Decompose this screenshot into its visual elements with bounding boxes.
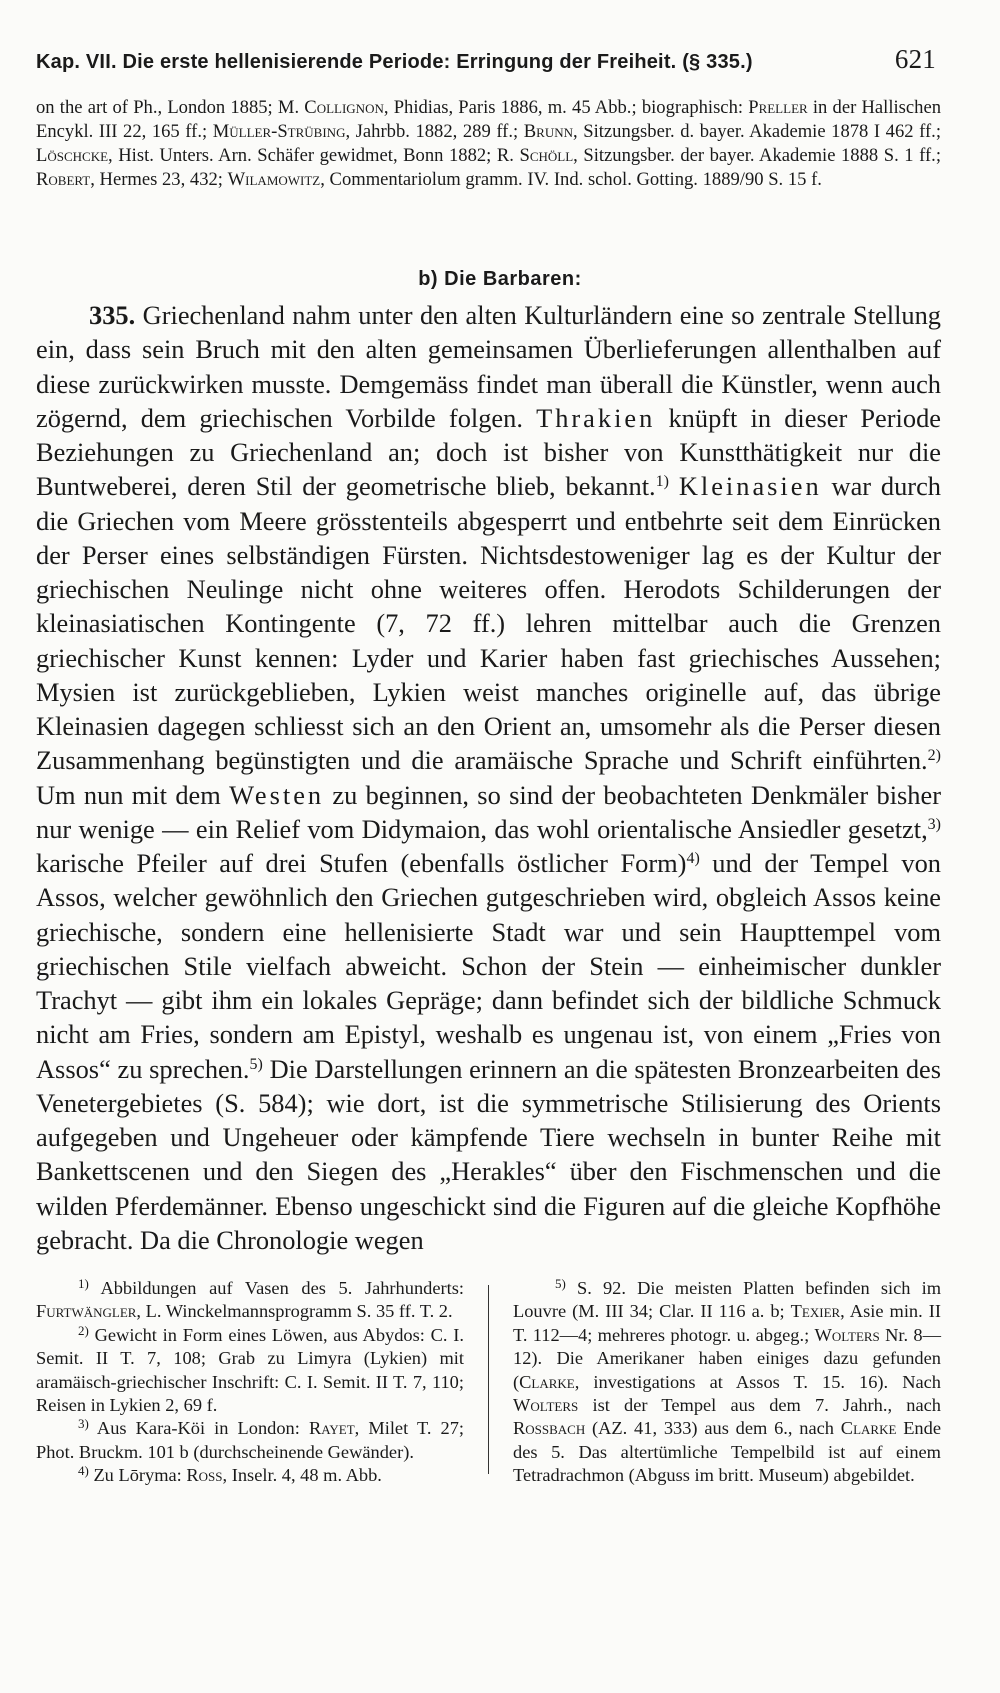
footnote-mark: 4) bbox=[78, 1463, 89, 1479]
column-divider bbox=[488, 1285, 489, 1474]
emphasized-term: Thrakien bbox=[536, 402, 656, 433]
section-heading: b) Die Barbaren: bbox=[418, 268, 582, 290]
paragraph-335 bbox=[36, 298, 941, 1257]
footnote-3 bbox=[36, 1417, 464, 1464]
footnote-text: Nr. 8—12). Die Amerikaner haben einiges dazu gefunden ( bbox=[513, 1324, 941, 1392]
body-text-run: knüpft in dieser Periode Beziehungen zu Griechenland an; doch ist bisher von Kunstthätigkeit nur die Buntweberei, deren Stil der geometrische blieb, bekannt. bbox=[36, 402, 941, 502]
body-text-run: zu beginnen, so sind der beobachteten Denkmäler bisher nur wenige — ein Relief vom Didymaion, das wohl orientalische Ansiedler gesetzt, bbox=[36, 779, 941, 844]
author-name: Rayet, bbox=[308, 1418, 360, 1439]
bib-text: Hermes 23, 432; bbox=[94, 169, 228, 191]
footnote-text: L. Winckelmannsprogramm S. 35 ff. T. 2. bbox=[141, 1301, 453, 1322]
footnote-text: Gewicht in Form eines Löwen, aus Abydos: C. I. Semit. II T. 7, 108; Grab zu Limyra (Lykien) mit aramäisch-griechischer Inschrift: C. I. Semit. II T. 7, 110; Reisen in Lykien 2, 69 f. bbox=[36, 1324, 464, 1416]
author-name: Wilamowitz, bbox=[227, 169, 325, 191]
footnote-text: S. 92. Die meisten Platten befinden sich im Louvre (M. III 34; Clar. II 116 a. b; bbox=[513, 1278, 941, 1322]
bib-text: Phidias, Paris 1886, m. 45 Abb.; biographisch: bbox=[388, 97, 749, 118]
footnote-4 bbox=[36, 1464, 464, 1487]
body-text-run: und der Tempel von Assos, welcher gewöhnlich den Griechen gutgeschrieben wird, obgleich Assos keine griechische, sondern eine hellenisierte Stadt war und sein Haupttempel vom griechischen Stile vielfach abweicht. Schon der Stein — einheimischer dunkler Trachyt — gibt ihm ein lokales Gepräge; dann befindet sich der bildliche Schmuck nicht am Fries, sondern am Epistyl, weshalb es ungenau ist, von einem „Fries von Assos“ zu sprechen. bbox=[36, 848, 941, 1084]
author-name: Müller-Strübing, bbox=[212, 121, 351, 143]
author-name: Robert, bbox=[36, 169, 95, 191]
emphasized-term: Kleinasien bbox=[678, 471, 822, 502]
footnotes bbox=[36, 1277, 941, 1488]
footnote-text: Aus Kara-Köi in London: bbox=[88, 1418, 309, 1439]
footnote-text: Inselr. 4, 48 m. Abb. bbox=[227, 1465, 382, 1486]
page-number: 621 bbox=[894, 44, 936, 74]
running-header bbox=[36, 44, 936, 75]
body-text-run: war durch die Griechen vom Meere grösstenteils abgesperrt und entbehrte seit dem Einrücken der Perser eines selbständigen Fürsten. Nichtsdestoweniger lag es der Kultur der griechischen Neulinge nicht ohne weiteres offen. Herodots Schilderungen der kleinasiatischen Kontingente (7, 72 ff.) lehren mittelbar auch die Grenzen griechischer Kunst kennen: Lyder und Karier haben fast griechisches Aussehen; Mysien ist zurückgeblieben, Lykien weist manches originelle auf, das übrige Kleinasien dagegen schliesst sich an den Orient an, umsomehr als die Perser diesen Zusammenhang begünstigten und die aramäische Sprache und Schrift einführten. bbox=[36, 471, 941, 776]
bib-text: Hist. Unters. Arn. Schäfer gewidmet, Bonn 1882; R. bbox=[112, 145, 520, 167]
main-text bbox=[36, 298, 941, 1257]
footnote-ref-3: 3) bbox=[927, 815, 941, 833]
footnote-text: Asie min. II T. 112—4; mehreres photogr. u. abgeg.; bbox=[513, 1301, 941, 1345]
footnote-5 bbox=[513, 1277, 941, 1488]
author-name: Clarke bbox=[840, 1418, 897, 1439]
author-name: Schöll, bbox=[519, 145, 578, 167]
footnote-text: (AZ. 41, 333) aus dem 6., nach bbox=[585, 1418, 841, 1439]
footnote-mark: 2) bbox=[78, 1322, 89, 1338]
bibliography-continuation bbox=[36, 96, 941, 192]
author-name: Texier, bbox=[790, 1301, 845, 1322]
footnote-text: Ende des 5. Das altertümliche Tempelbild ist auf einem Tetradrachmon (Abguss im britt. Museum) abgebildet. bbox=[513, 1418, 941, 1486]
body-text-run: Die Darstellungen erinnern an die spätesten Bronzearbeiten des Venetergebietes (S. 584); wie dort, ist die symmetrische Stilisierung des Orients aufgegeben und Ungeheuer oder kämpfende Tiere wechseln in bunter Reihe mit Bankettscenen und den Siegen des „Herakles“ über den Fischmenschen und die wilden Pferdemänner. Ebenso ungeschickt sind die Figuren auf die gleiche Kopfhöhe gebracht. Da die Chronologie wegen bbox=[36, 1053, 941, 1255]
author-name: Clarke, bbox=[519, 1371, 580, 1392]
footnote-text: Zu Lōryma: bbox=[88, 1465, 187, 1486]
footnote-ref-1: 1) bbox=[655, 473, 669, 491]
footnote-ref-5: 5) bbox=[249, 1055, 263, 1073]
author-name: Rossbach bbox=[513, 1418, 586, 1439]
author-name: Löschcke, bbox=[36, 145, 113, 167]
author-name: Wolters bbox=[814, 1324, 880, 1345]
footnotes-left-column bbox=[36, 1277, 464, 1488]
footnote-text: ist der Tempel aus dem 7. Jahrh., nach bbox=[578, 1395, 941, 1416]
body-text-run: Griechenland nahm unter den alten Kulturländern eine so zentrale Stellung ein, dass sein Bruch mit den alten gemeinsamen Überlieferungen allenthalben auf diese zurückwirken musste. Demgemäss findet man überall die Künstler, wenn auch zögernd, dem griechischen Vorbilde folgen. bbox=[36, 300, 941, 433]
bib-text: in der Hallischen Encykl. III 22, 165 ff.; bbox=[36, 97, 941, 143]
section-number: 335. bbox=[89, 300, 136, 330]
body-text-run: karische Pfeiler auf drei Stufen (ebenfalls östlicher Form) bbox=[36, 848, 687, 878]
author-name: Preller bbox=[748, 97, 808, 118]
author-name: Brunn, bbox=[523, 121, 578, 143]
footnote-text: investigations at Assos T. 15. 16). Nach bbox=[579, 1371, 941, 1392]
footnotes-right-column bbox=[513, 1277, 941, 1488]
bibliography-paragraph bbox=[36, 96, 941, 192]
bib-text: Commentariolum gramm. IV. Ind. schol. Gotting. 1889/90 S. 15 f. bbox=[324, 169, 822, 191]
footnote-mark: 1) bbox=[78, 1276, 89, 1291]
footnote-text: Abbildungen auf Vasen des 5. Jahrhunderts: bbox=[88, 1278, 464, 1298]
running-title: Kap. VII. Die erste hellenisierende Periode: Erringung der Freiheit. (§ 335.) bbox=[36, 51, 753, 73]
footnote-text: Milet T. 27; Phot. Bruckm. 101 b (durchscheinende Gewänder). bbox=[36, 1418, 464, 1462]
author-name: Furtwängler, bbox=[36, 1301, 142, 1322]
author-name: Wolters bbox=[513, 1395, 579, 1416]
body-text-run bbox=[669, 471, 679, 501]
bib-text: on the art of Ph., London 1885; M. bbox=[36, 97, 305, 118]
footnote-1 bbox=[36, 1277, 464, 1324]
footnote-ref-2: 2) bbox=[927, 747, 941, 765]
emphasized-term: Westen bbox=[229, 779, 325, 810]
body-text-run: Um nun mit dem bbox=[36, 779, 230, 810]
author-name: Ross, bbox=[186, 1465, 228, 1486]
bib-text: Sitzungsber. der bayer. Akademie 1888 S. 1 ff.; bbox=[577, 145, 941, 167]
bib-text: Sitzungsber. d. bayer. Akademie 1878 I 462 ff.; bbox=[577, 121, 941, 143]
footnote-mark: 3) bbox=[78, 1416, 89, 1432]
author-name: Collignon, bbox=[304, 97, 389, 118]
footnote-mark: 5) bbox=[555, 1276, 566, 1291]
footnote-2 bbox=[36, 1324, 464, 1418]
footnote-ref-4: 4) bbox=[686, 850, 700, 867]
bib-text: Jahrbb. 1882, 289 ff.; bbox=[350, 121, 524, 143]
